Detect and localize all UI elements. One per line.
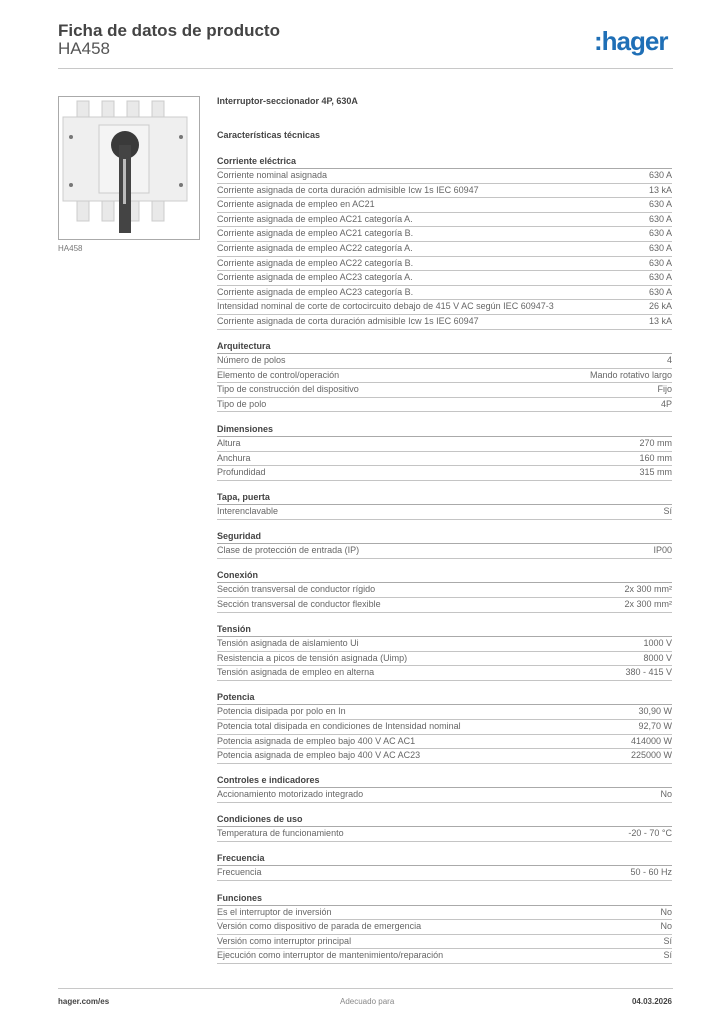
spec-label: Tensión asignada de aislamiento Ui xyxy=(217,638,359,649)
spec-label: Profundidad xyxy=(217,467,266,478)
spec-group xyxy=(217,891,672,964)
spec-value: 630 A xyxy=(648,286,672,297)
footer-website[interactable]: hager.com/es xyxy=(58,997,110,1006)
spec-label: Corriente nominal asignada xyxy=(217,170,328,180)
spec-label: Elemento de control/operación xyxy=(217,369,340,380)
spec-value: 8000 V xyxy=(643,652,672,663)
spec-value: Sí xyxy=(663,950,672,961)
spec-value: 50 - 60 Hz xyxy=(630,867,672,878)
spec-row xyxy=(217,598,672,613)
spec-value: 380 - 415 V xyxy=(625,667,672,678)
spec-group-title: Arquitectura xyxy=(217,339,672,354)
spec-group xyxy=(217,154,672,330)
spec-label: Sección transversal de conductor flexible xyxy=(217,598,381,609)
spec-group-title: Frecuencia xyxy=(217,851,672,866)
spec-row xyxy=(217,949,672,964)
spec-value: 414000 W xyxy=(630,735,672,746)
footer-date: 04.03.2026 xyxy=(631,997,672,1006)
spec-row xyxy=(217,300,672,315)
spec-row xyxy=(217,705,672,720)
spec-value: -20 - 70 °C xyxy=(628,828,672,839)
spec-row xyxy=(217,866,672,881)
spec-label: Corriente asignada de corta duración admisible Icw 1s IEC 60947 xyxy=(217,315,479,326)
spec-label: Versión como interruptor principal xyxy=(217,935,352,946)
footer-suitable: Adecuado para xyxy=(340,997,395,1006)
spec-value: Fijo xyxy=(657,384,672,395)
spec-group xyxy=(217,568,672,612)
spec-group-title: Condiciones de uso xyxy=(217,812,672,827)
product-image xyxy=(58,96,200,240)
spec-value: 630 A xyxy=(648,272,672,283)
spec-value: Sí xyxy=(663,506,672,517)
spec-value: 1000 V xyxy=(643,638,672,649)
spec-row xyxy=(217,652,672,667)
spec-row xyxy=(217,227,672,242)
spec-label: Corriente asignada de empleo AC23 categoría B. xyxy=(217,286,414,297)
spec-row xyxy=(217,184,672,199)
spec-label: Interenclavable xyxy=(217,506,279,517)
spec-row xyxy=(217,437,672,452)
spec-value: 26 kA xyxy=(648,301,672,312)
spec-value: 92,70 W xyxy=(638,720,672,731)
spec-group-title: Controles e indicadores xyxy=(217,773,672,788)
spec-group xyxy=(217,773,672,803)
spec-label: Frecuencia xyxy=(217,867,262,878)
spec-value: Mando rotativo largo xyxy=(589,369,672,380)
spec-value: 225000 W xyxy=(630,750,672,761)
spec-label: Ejecución como interruptor de mantenimiento/reparación xyxy=(217,950,444,961)
spec-label: Potencia total disipada en condiciones de Intensidad nominal xyxy=(217,720,461,731)
spec-row xyxy=(217,666,672,681)
section-title: Características técnicas xyxy=(217,130,321,140)
spec-value: No xyxy=(660,906,672,917)
spec-label: Tipo de construcción del dispositivo xyxy=(217,384,359,395)
header-divider xyxy=(58,68,673,69)
spec-value: 160 mm xyxy=(639,452,672,463)
spec-label: Sección transversal de conductor rígido xyxy=(217,584,376,595)
spec-row xyxy=(217,788,672,803)
spec-label: Potencia asignada de empleo bajo 400 V AC AC1 xyxy=(217,735,416,746)
spec-label: Es el interruptor de inversión xyxy=(217,906,332,917)
spec-label: Altura xyxy=(217,437,241,448)
spec-group-title: Corriente eléctrica xyxy=(217,154,672,169)
spec-row xyxy=(217,271,672,286)
spec-row xyxy=(217,735,672,750)
spec-group xyxy=(217,812,672,842)
spec-label: Corriente asignada de empleo AC21 categoría A. xyxy=(217,213,413,224)
spec-group xyxy=(217,851,672,881)
spec-group xyxy=(217,422,672,481)
spec-row xyxy=(217,920,672,935)
spec-group xyxy=(217,529,672,559)
spec-group-title: Conexión xyxy=(217,568,672,583)
spec-label: Resistencia a picos de tensión asignada (Uimp) xyxy=(217,652,408,663)
spec-value: IP00 xyxy=(653,545,672,556)
spec-label: Potencia asignada de empleo bajo 400 V AC AC23 xyxy=(217,750,421,761)
spec-value: 4 xyxy=(666,355,672,366)
spec-group xyxy=(217,490,672,520)
spec-row xyxy=(217,315,672,330)
spec-row xyxy=(217,505,672,520)
spec-row xyxy=(217,637,672,652)
spec-value: 13 kA xyxy=(648,184,672,195)
spec-group xyxy=(217,690,672,763)
spec-value: 315 mm xyxy=(639,467,672,478)
spec-row xyxy=(217,198,672,213)
spec-value: 2x 300 mm² xyxy=(624,598,672,609)
spec-row xyxy=(217,720,672,735)
spec-value: 2x 300 mm² xyxy=(624,584,672,595)
spec-row xyxy=(217,544,672,559)
spec-row xyxy=(217,257,672,272)
spec-row xyxy=(217,286,672,301)
spec-label: Temperatura de funcionamiento xyxy=(217,828,344,839)
spec-value: No xyxy=(660,921,672,932)
spec-row xyxy=(217,398,672,413)
spec-row xyxy=(217,369,672,384)
spec-group-title: Potencia xyxy=(217,690,672,705)
spec-row xyxy=(217,827,672,842)
spec-value: 13 kA xyxy=(648,315,672,326)
spec-row xyxy=(217,452,672,467)
spec-table xyxy=(217,154,672,973)
spec-value: 270 mm xyxy=(639,437,672,448)
spec-label: Número de polos xyxy=(217,355,286,366)
spec-value: 630 A xyxy=(648,199,672,210)
spec-row xyxy=(217,383,672,398)
spec-group-title: Seguridad xyxy=(217,529,672,544)
spec-label: Potencia disipada por polo en In xyxy=(217,706,346,717)
spec-row xyxy=(217,466,672,481)
spec-group xyxy=(217,622,672,681)
spec-group-title: Funciones xyxy=(217,891,672,906)
spec-label: Versión como dispositivo de parada de emergencia xyxy=(217,921,422,932)
spec-group xyxy=(217,339,672,412)
product-code: HA458 xyxy=(58,39,110,58)
spec-label: Corriente asignada de empleo AC21 categoría B. xyxy=(217,228,414,239)
spec-row xyxy=(217,213,672,228)
spec-label: Tensión asignada de empleo en alterna xyxy=(217,667,375,678)
spec-row xyxy=(217,749,672,764)
spec-value: 630 A xyxy=(648,242,672,253)
spec-group-title: Tensión xyxy=(217,622,672,637)
spec-label: Clase de protección de entrada (IP) xyxy=(217,545,360,556)
spec-label: Accionamiento motorizado integrado xyxy=(217,789,364,800)
hager-logo: :hager xyxy=(594,26,668,56)
spec-value: 630 A xyxy=(648,257,672,268)
product-description: Interruptor-seccionador 4P, 630A xyxy=(217,96,358,106)
spec-row xyxy=(217,906,672,921)
spec-value: 4P xyxy=(660,398,672,409)
spec-row xyxy=(217,583,672,598)
image-caption: HA458 xyxy=(58,244,83,253)
spec-row xyxy=(217,935,672,950)
spec-value: 630 A xyxy=(648,213,672,224)
spec-label: Corriente asignada de corta duración admisible Icw 1s IEC 60947 xyxy=(217,184,479,195)
spec-label: Intensidad nominal de corte de cortocircuito debajo de 415 V AC según IEC 60947-3 xyxy=(217,301,554,312)
spec-label: Tipo de polo xyxy=(217,398,267,409)
spec-value: 630 A xyxy=(648,228,672,239)
spec-label: Corriente asignada de empleo AC22 categoría B. xyxy=(217,257,414,268)
spec-value: 30,90 W xyxy=(638,706,672,717)
spec-label: Corriente asignada de empleo AC23 categoría A. xyxy=(217,272,413,283)
spec-row xyxy=(217,354,672,369)
spec-row xyxy=(217,242,672,257)
spec-value: 630 A xyxy=(648,170,672,180)
spec-value: No xyxy=(660,789,672,800)
spec-group-title: Dimensiones xyxy=(217,422,672,437)
page-title: Ficha de datos de producto xyxy=(58,21,280,40)
spec-label: Corriente asignada de empleo AC22 categoría A. xyxy=(217,242,413,253)
spec-group-title: Tapa, puerta xyxy=(217,490,672,505)
spec-row xyxy=(217,169,672,184)
spec-value: Sí xyxy=(663,935,672,946)
spec-label: Corriente asignada de empleo en AC21 xyxy=(217,199,375,210)
footer-divider xyxy=(58,988,673,989)
spec-label: Anchura xyxy=(217,452,251,463)
